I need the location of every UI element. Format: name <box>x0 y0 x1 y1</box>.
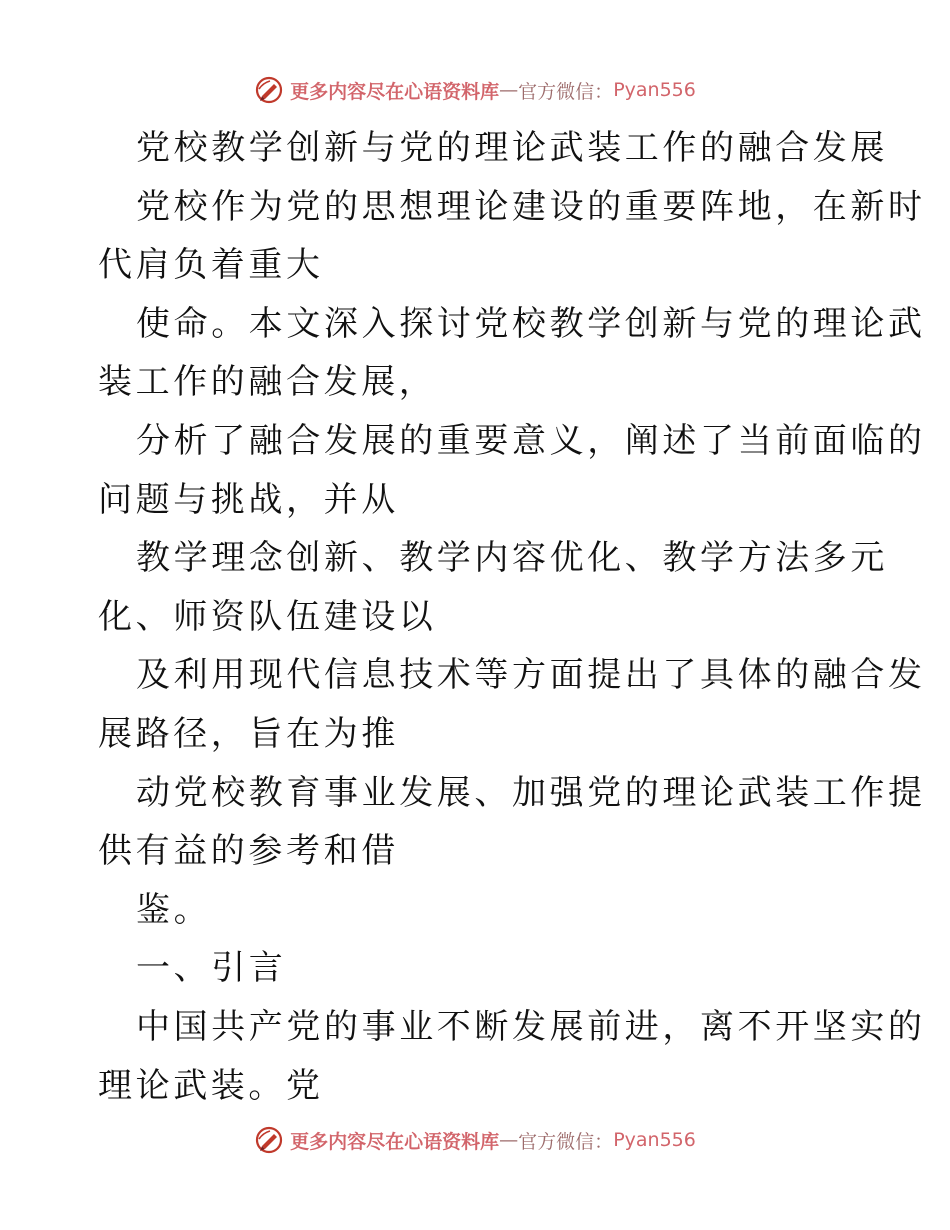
paragraph-line: 动党校教育事业发展、加强党的理论武装工作提 <box>136 772 926 813</box>
footer-watermark-banner <box>0 1120 950 1160</box>
document-body <box>98 119 926 1115</box>
paragraph-line: 及利用现代信息技术等方面提出了具体的融合发 <box>136 655 926 696</box>
banner-main-text: 更多内容尽在心语资料库 <box>290 1130 500 1153</box>
paragraph-line: 理论武装。党 <box>98 1065 324 1106</box>
paragraph-line: 教学理念创新、教学内容优化、教学方法多元 <box>136 538 888 579</box>
paragraph-line: 使命。本文深入探讨党校教学创新与党的理论武 <box>136 303 926 344</box>
banner-main-text: 更多内容尽在心语资料库 <box>290 80 500 103</box>
banner-separator: — <box>499 1129 519 1151</box>
paragraph-line: 供有益的参考和借 <box>98 831 399 872</box>
paragraph-line: 鉴。 <box>136 889 212 930</box>
section-heading: 一、引言 <box>136 948 287 989</box>
paragraph-line: 展路径，旨在为推 <box>98 713 399 754</box>
header-watermark-banner <box>0 70 950 110</box>
document-title: 党校教学创新与党的理论武装工作的融合发展 <box>136 128 888 168</box>
pen-logo-icon <box>254 75 284 105</box>
paragraph-line: 问题与挑战，并从 <box>98 479 399 520</box>
paragraph-line: 代肩负着重大 <box>98 245 324 286</box>
paragraph-line: 装工作的融合发展， <box>98 362 437 403</box>
banner-wechat-id: Pyan556 <box>613 79 696 101</box>
paragraph-line: 分析了融合发展的重要意义，阐述了当前面临的 <box>136 420 926 461</box>
banner-separator: — <box>499 79 519 101</box>
paragraph-line: 党校作为党的思想理论建设的重要阵地，在新时 <box>136 186 926 227</box>
banner-wechat-id: Pyan556 <box>613 1129 696 1151</box>
paragraph-line: 化、师资队伍建设以 <box>98 596 437 637</box>
banner-wechat-label: 官方微信： <box>518 80 614 103</box>
banner-wechat-label: 官方微信： <box>518 1130 614 1153</box>
pen-logo-icon <box>254 1125 284 1155</box>
paragraph-line: 中国共产党的事业不断发展前进，离不开坚实的 <box>136 1006 926 1047</box>
